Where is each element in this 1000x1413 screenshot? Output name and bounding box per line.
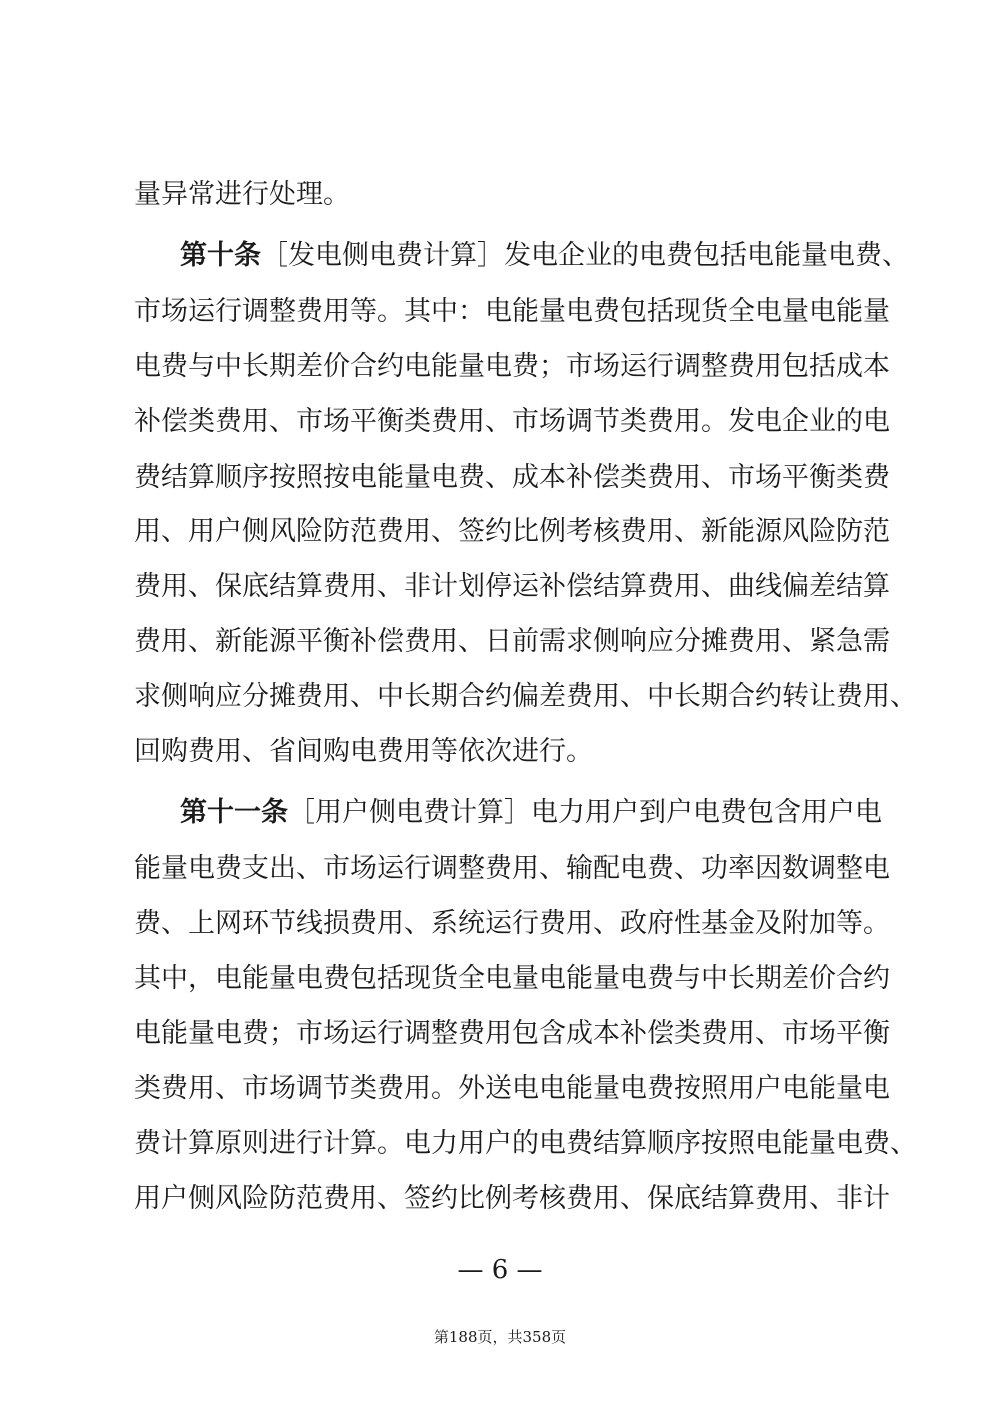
- text-line: 市场运行调整费用等。其中：电能量电费包括现货全电量电能量: [134, 296, 890, 327]
- article-number: 第十一条: [180, 797, 288, 828]
- text-line: 补偿类费用、市场平衡类费用、市场调节类费用。发电企业的电: [134, 406, 890, 437]
- page-number: — 6 —: [457, 1255, 543, 1285]
- text-line: 费用、新能源平衡补偿费用、日前需求侧响应分摊费用、紧急需: [134, 626, 890, 657]
- article-number: 第十条: [180, 240, 261, 271]
- text-line: 能量电费支出、市场运行调整费用、输配电费、功率因数调整电: [134, 853, 890, 884]
- article-10-heading-line: [180, 228, 909, 284]
- text-line: 费、上网环节线损费用、系统运行费用、政府性基金及附加等。: [134, 908, 890, 939]
- text-line: 电费与中长期差价合约电能量电费；市场运行调整费用包括成本: [134, 351, 890, 382]
- text-line: 用、用户侧风险防范费用、签约比例考核费用、新能源风险防范: [134, 516, 890, 547]
- text-line: 量异常进行处理。: [134, 179, 350, 210]
- article-text: ［用户侧电费计算］电力用户到户电费包含用户电: [288, 797, 882, 828]
- article-11-heading-line: [180, 785, 882, 841]
- page-count-footer: 第188页，共358页: [433, 1328, 567, 1346]
- text-line: 用户侧风险防范费用、签约比例考核费用、保底结算费用、非计: [134, 1183, 890, 1214]
- text-line: 费用、保底结算费用、非计划停运补偿结算费用、曲线偏差结算: [134, 571, 890, 602]
- article-text: ［发电侧电费计算］发电企业的电费包括电能量电费、: [261, 240, 909, 271]
- text-line: 类费用、市场调节类费用。外送电电能量电费按照用户电能量电: [134, 1073, 890, 1104]
- text-line: 费计算原则进行计算。电力用户的电费结算顺序按照电能量电费、: [134, 1128, 917, 1159]
- text-line: 回购费用、省间购电费用等依次进行。: [134, 736, 593, 767]
- text-line: 电能量电费；市场运行调整费用包含成本补偿类费用、市场平衡: [134, 1018, 890, 1049]
- text-line: 其中，电能量电费包括现货全电量电能量电费与中长期差价合约: [134, 963, 890, 994]
- text-line: 费结算顺序按照按电能量电费、成本补偿类费用、市场平衡类费: [134, 462, 890, 493]
- text-line: 求侧响应分摊费用、中长期合约偏差费用、中长期合约转让费用、: [134, 681, 917, 712]
